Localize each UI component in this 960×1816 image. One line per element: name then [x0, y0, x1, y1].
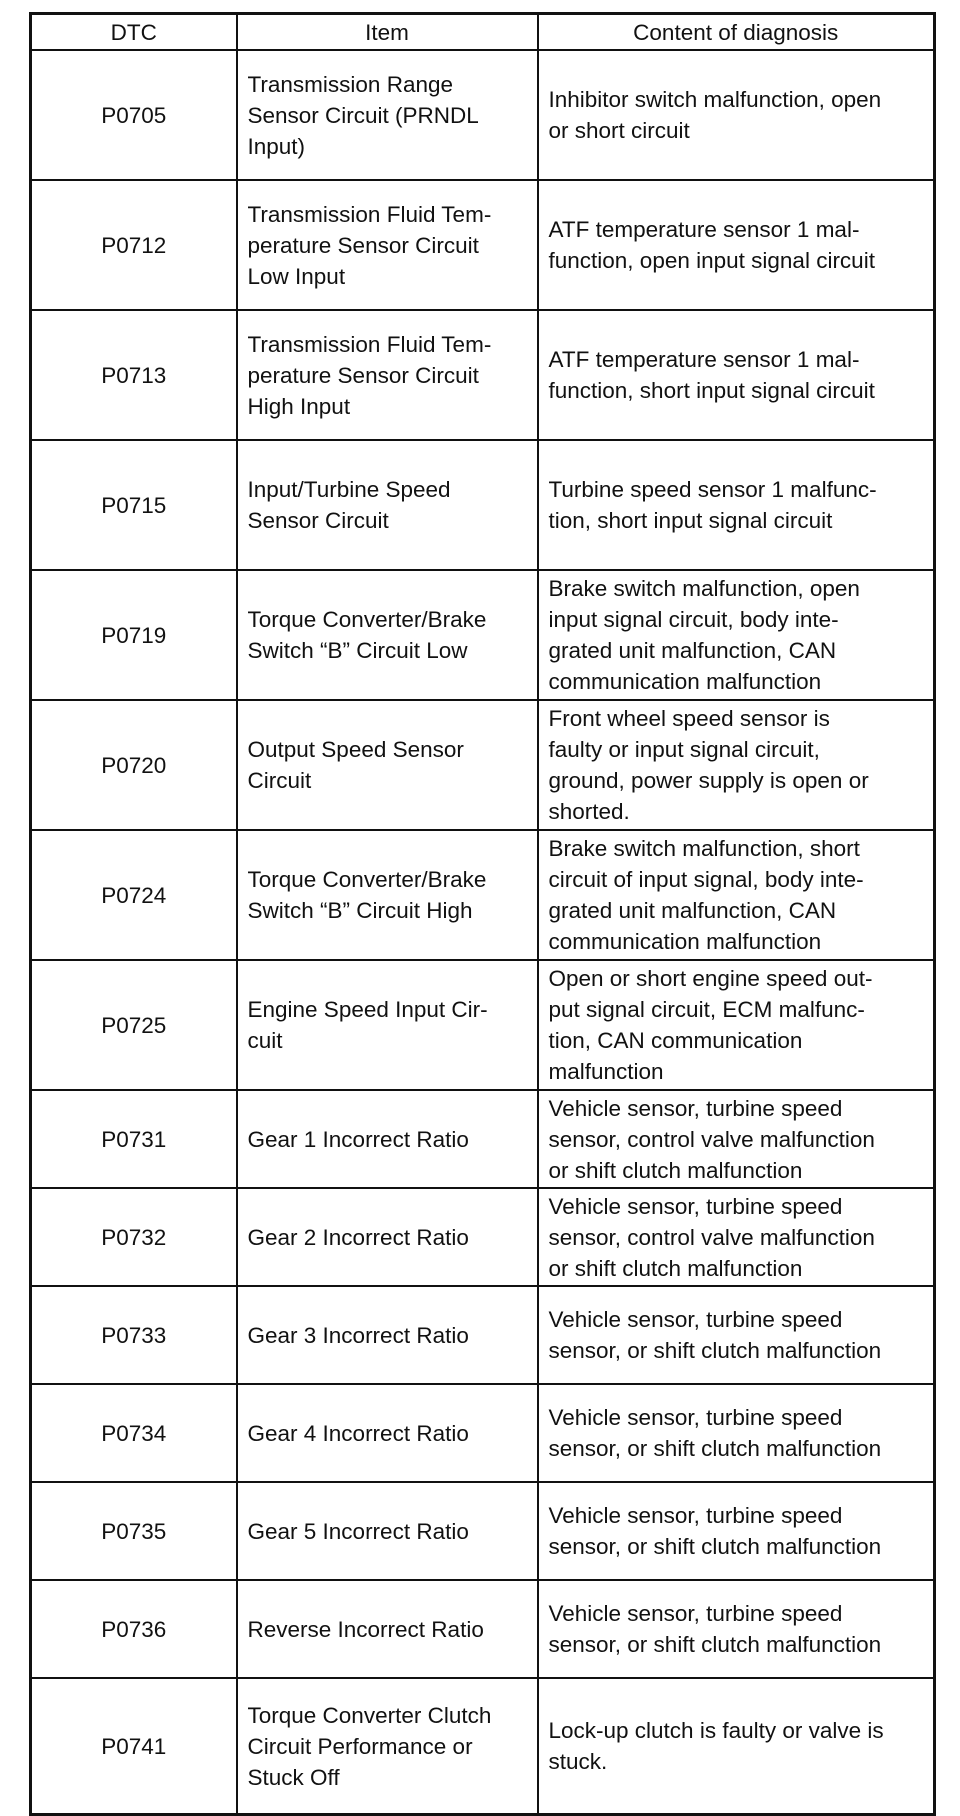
dtc-code: P0724: [31, 830, 237, 960]
diagnosis-content: ATF temperature sensor 1 mal- function, open input signal circuit: [538, 180, 935, 310]
dtc-code: P0731: [31, 1090, 237, 1188]
table-header: [31, 14, 935, 51]
dtc-code: P0735: [31, 1482, 237, 1580]
table-row: [31, 570, 935, 700]
item-description: Gear 5 Incorrect Ratio: [237, 1482, 538, 1580]
table-row: [31, 960, 935, 1090]
dtc-code: P0741: [31, 1678, 237, 1815]
item-description: Torque Converter Clutch Circuit Performance or Stuck Off: [237, 1678, 538, 1815]
table-row: [31, 50, 935, 180]
dtc-code: P0712: [31, 180, 237, 310]
item-description: Gear 2 Incorrect Ratio: [237, 1188, 538, 1286]
item-description: Reverse Incorrect Ratio: [237, 1580, 538, 1678]
table-row: [31, 1678, 935, 1815]
diagnosis-content: ATF temperature sensor 1 mal- function, short input signal circuit: [538, 310, 935, 440]
item-description: Output Speed Sensor Circuit: [237, 700, 538, 830]
item-description: Gear 3 Incorrect Ratio: [237, 1286, 538, 1384]
item-description: Gear 4 Incorrect Ratio: [237, 1384, 538, 1482]
header-dtc: DTC: [31, 14, 237, 51]
table-row: [31, 180, 935, 310]
dtc-code: P0715: [31, 440, 237, 570]
dtc-code: P0720: [31, 700, 237, 830]
diagnosis-content: Turbine speed sensor 1 malfunc- tion, short input signal circuit: [538, 440, 935, 570]
table-row: [31, 1384, 935, 1482]
dtc-code: P0705: [31, 50, 237, 180]
dtc-code: P0713: [31, 310, 237, 440]
dtc-code: P0736: [31, 1580, 237, 1678]
diagnosis-content: Lock-up clutch is faulty or valve is stuck.: [538, 1678, 935, 1815]
header-content: Content of diagnosis: [538, 14, 935, 51]
diagnosis-content: Open or short engine speed out- put signal circuit, ECM malfunc- tion, CAN communication malfunction: [538, 960, 935, 1090]
item-description: Gear 1 Incorrect Ratio: [237, 1090, 538, 1188]
diagnosis-content: Brake switch malfunction, short circuit of input signal, body inte- grated unit malfunction, CAN communication malfunction: [538, 830, 935, 960]
diagnosis-content: Vehicle sensor, turbine speed sensor, or shift clutch malfunction: [538, 1482, 935, 1580]
table-row: [31, 440, 935, 570]
item-description: Input/Turbine Speed Sensor Circuit: [237, 440, 538, 570]
table-row: [31, 1580, 935, 1678]
item-description: Transmission Fluid Tem- perature Sensor Circuit High Input: [237, 310, 538, 440]
item-description: Transmission Fluid Tem- perature Sensor Circuit Low Input: [237, 180, 538, 310]
header-row: [31, 14, 935, 51]
dtc-table: [29, 12, 936, 1816]
dtc-code: P0725: [31, 960, 237, 1090]
item-description: Torque Converter/Brake Switch “B” Circuit High: [237, 830, 538, 960]
diagnosis-content: Vehicle sensor, turbine speed sensor, or shift clutch malfunction: [538, 1286, 935, 1384]
item-description: Torque Converter/Brake Switch “B” Circuit Low: [237, 570, 538, 700]
table-row: [31, 1482, 935, 1580]
item-description: Engine Speed Input Cir- cuit: [237, 960, 538, 1090]
diagnosis-content: Inhibitor switch malfunction, open or short circuit: [538, 50, 935, 180]
table-row: [31, 1286, 935, 1384]
header-item: Item: [237, 14, 538, 51]
diagnosis-content: Vehicle sensor, turbine speed sensor, control valve malfunction or shift clutch malfunction: [538, 1090, 935, 1188]
table-row: [31, 1188, 935, 1286]
table-row: [31, 700, 935, 830]
diagnosis-content: Front wheel speed sensor is faulty or input signal circuit, ground, power supply is open or shorted.: [538, 700, 935, 830]
item-description: Transmission Range Sensor Circuit (PRNDL Input): [237, 50, 538, 180]
table-row: [31, 830, 935, 960]
dtc-code: P0733: [31, 1286, 237, 1384]
table-body: [31, 50, 935, 1815]
table-row: [31, 1090, 935, 1188]
diagnosis-content: Brake switch malfunction, open input signal circuit, body inte- grated unit malfunction, CAN communication malfunction: [538, 570, 935, 700]
table-row: [31, 310, 935, 440]
dtc-code: P0719: [31, 570, 237, 700]
dtc-code: P0734: [31, 1384, 237, 1482]
diagnosis-content: Vehicle sensor, turbine speed sensor, control valve malfunction or shift clutch malfunction: [538, 1188, 935, 1286]
diagnosis-content: Vehicle sensor, turbine speed sensor, or shift clutch malfunction: [538, 1384, 935, 1482]
dtc-code: P0732: [31, 1188, 237, 1286]
diagnosis-content: Vehicle sensor, turbine speed sensor, or shift clutch malfunction: [538, 1580, 935, 1678]
